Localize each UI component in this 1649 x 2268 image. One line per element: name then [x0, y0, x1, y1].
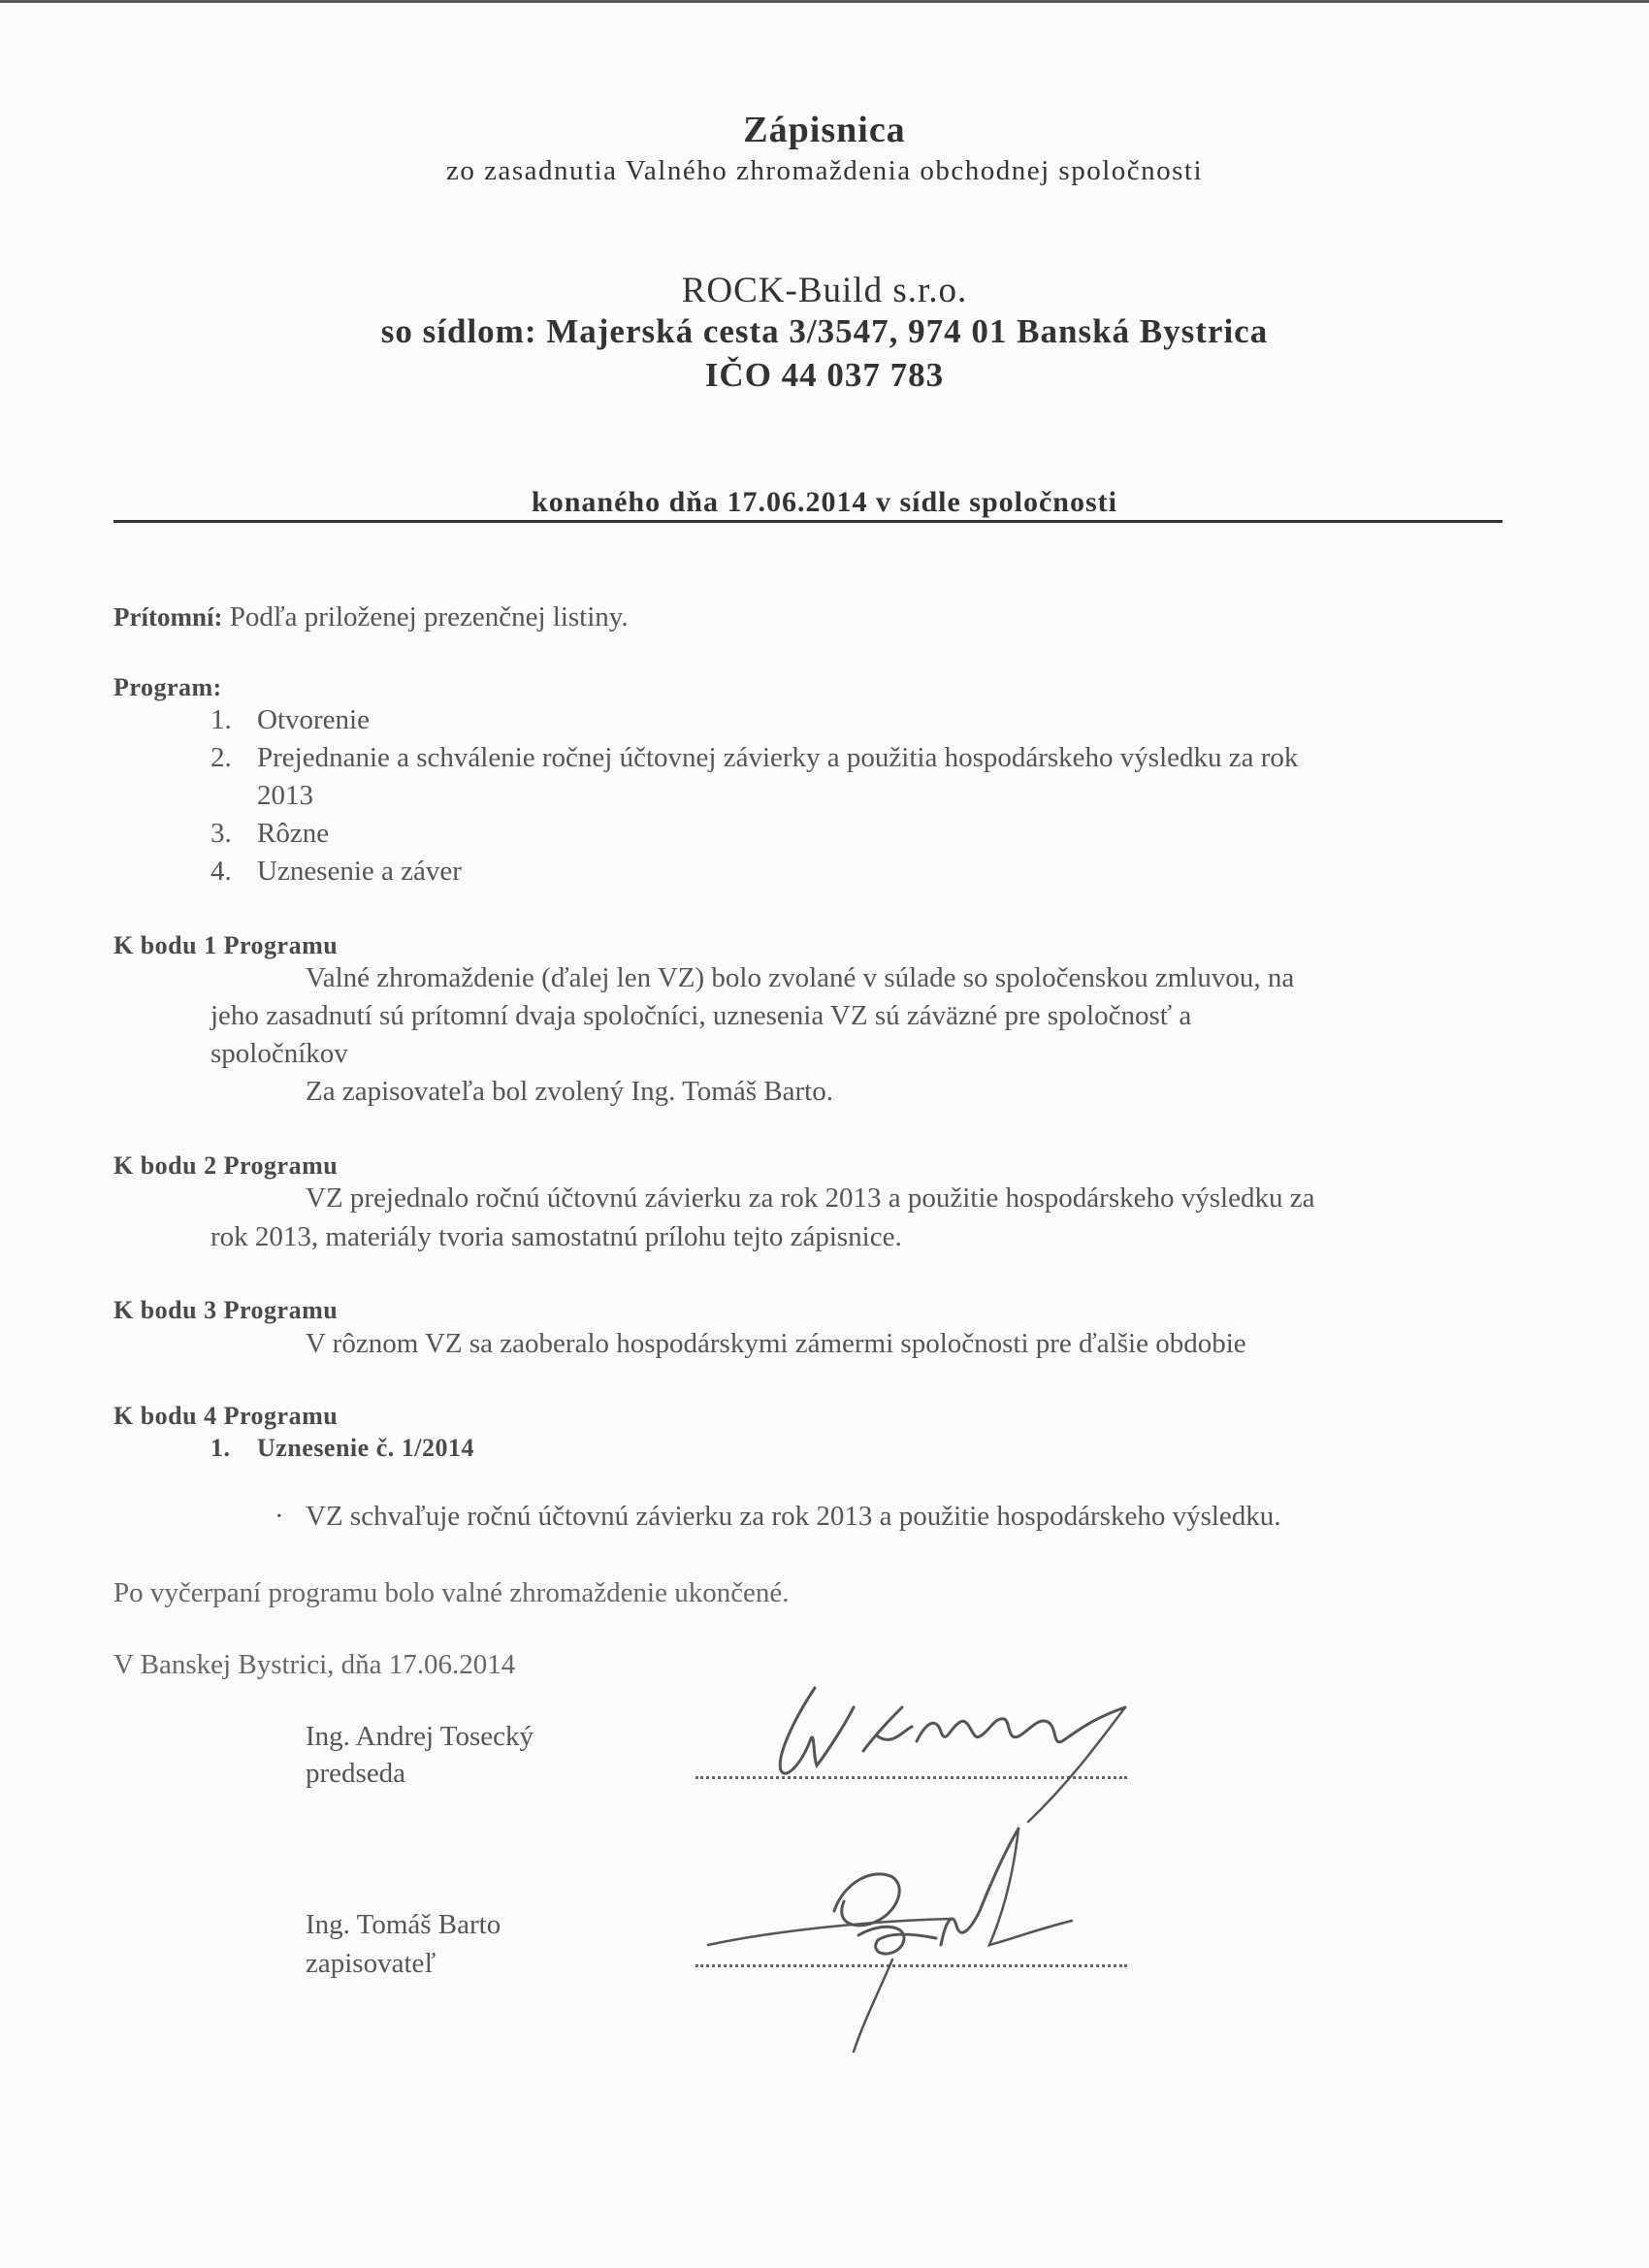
point-1-line-4: Za zapisovateľa bol zvolený Ing. Tomáš Barto. — [306, 1076, 833, 1107]
document-title: Zápisnica — [743, 110, 906, 150]
attendance-text: Podľa priloženej prezenčnej listiny. — [229, 601, 629, 632]
point-2-line-2: rok 2013, materiály tvoria samostatnú prílohu tejto zápisnice. — [210, 1221, 902, 1252]
meeting-info: konaného dňa 17.06.2014 v sídle spoločnosti — [532, 486, 1117, 518]
attendance-label: Prítomní: — [113, 602, 223, 632]
program-item-3: Rôzne — [257, 818, 330, 849]
program-item-1-num: 1. — [210, 704, 232, 735]
resolution-number: 1. — [210, 1434, 231, 1462]
signature-2-icon — [698, 1824, 1106, 2057]
program-item-2: Prejednanie a schválenie ročnej účtovnej závierky a použitia hospodárskeho výsledku za rok — [257, 742, 1299, 773]
point-2-line-1: VZ prejednalo ročnú účtovnú závierku za rok 2013 a použitie hospodárskeho výsledku za — [306, 1183, 1315, 1214]
program-label: Program: — [113, 673, 222, 701]
attendance-line — [113, 601, 629, 633]
program-item-4: Uznesenie a záver — [257, 856, 462, 887]
program-item-4-num: 4. — [210, 856, 232, 887]
point-1-line-2: jeho zasadnutí sú prítomní dvaja spoločníci, uznesenia VZ sú záväzné pre spoločnosť a — [210, 1000, 1192, 1031]
place-and-date: V Banskej Bystrici, dňa 17.06.2014 — [113, 1649, 516, 1680]
program-item-3-num: 3. — [210, 818, 232, 849]
document-subtitle: zo zasadnutia Valného zhromaždenia obchodnej spoločnosti — [445, 155, 1204, 186]
point-3-heading: K bodu 3 Programu — [113, 1296, 339, 1324]
signature-1-icon — [757, 1649, 1164, 1824]
point-1-heading: K bodu 1 Programu — [113, 931, 339, 959]
point-2-heading: K bodu 2 Programu — [113, 1151, 339, 1180]
program-item-2-num: 2. — [210, 742, 232, 773]
program-item-1: Otvorenie — [257, 704, 370, 735]
point-1-line-3: spoločníkov — [210, 1038, 348, 1069]
signatory-2-name: Ing. Tomáš Barto — [306, 1909, 501, 1940]
header-divider — [113, 520, 1503, 523]
program-item-2-cont: 2013 — [257, 780, 313, 811]
signatory-1-name: Ing. Andrej Tosecký — [306, 1721, 534, 1752]
company-name: ROCK-Build s.r.o. — [681, 271, 968, 310]
signatory-2-role: zapisovateľ — [306, 1948, 436, 1979]
company-address: so sídlom: Majerská cesta 3/3547, 974 01 Banská Bystrica — [380, 312, 1269, 350]
closing-statement: Po vyčerpaní programu bolo valné zhromaždenie ukončené. — [113, 1577, 790, 1608]
point-3-line-1: V rôznom VZ sa zaoberalo hospodárskymi zámermi spoločnosti pre ďalšie obdobie — [306, 1328, 1246, 1359]
resolution-bullet: · — [275, 1501, 284, 1532]
resolution-title: Uznesenie č. 1/2014 — [257, 1434, 474, 1462]
signatory-1-role: predseda — [306, 1758, 406, 1789]
page-top-edge — [0, 0, 1649, 3]
company-ico: IČO 44 037 783 — [704, 356, 945, 394]
point-4-heading: K bodu 4 Programu — [113, 1402, 339, 1430]
resolution-text: VZ schvaľuje ročnú účtovnú závierku za rok 2013 a použitie hospodárskeho výsledku. — [306, 1501, 1281, 1532]
point-1-line-1: Valné zhromaždenie (ďalej len VZ) bolo zvolané v súlade so spoločenskou zmluvou, na — [306, 962, 1295, 993]
